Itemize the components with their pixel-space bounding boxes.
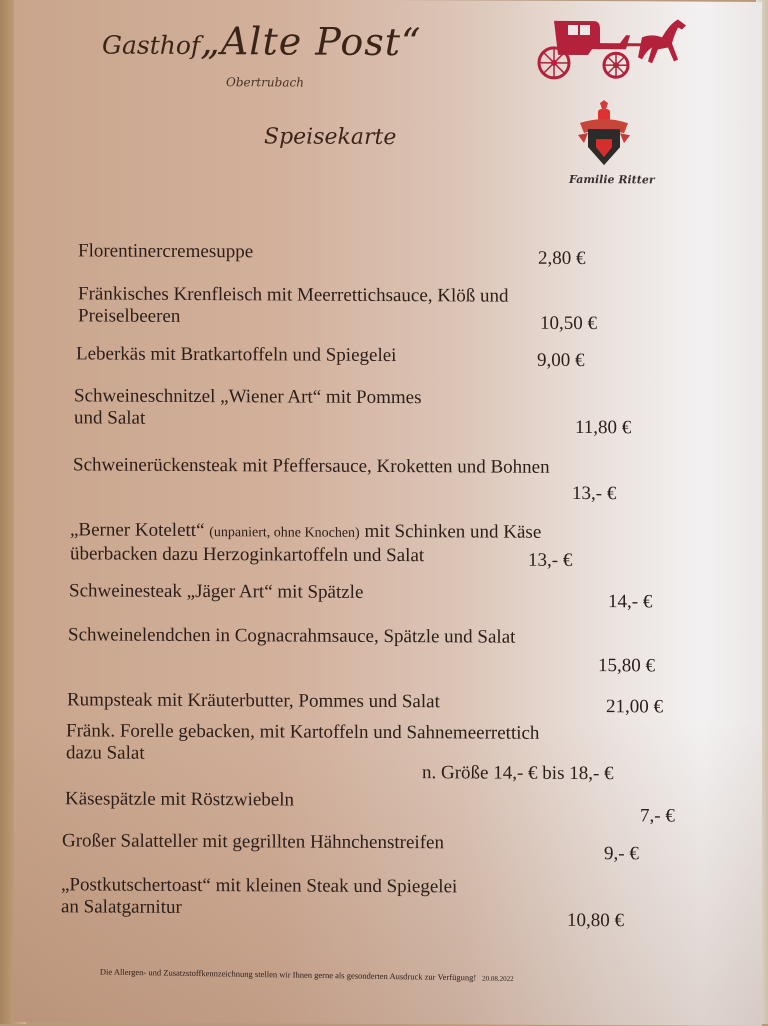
menu-item-price: 15,80 € xyxy=(598,655,655,677)
menu-item-name: Fränk. Forelle gebacken, mit Kartoffeln und Sahnemeerrettich dazu Salat xyxy=(66,720,539,766)
menu-item-price: 10,80 € xyxy=(567,910,624,932)
menu-item-price: 9,00 € xyxy=(537,350,585,372)
menu-item-name: Fränkisches Krenfleisch mit Meerrettichsauce, Klöß und Preiselbeeren xyxy=(78,283,509,329)
menu-card xyxy=(14,0,762,1026)
page-title: Speisekarte xyxy=(264,124,396,150)
print-date: 20.08.2022 xyxy=(482,974,514,982)
menu-item-name: „Postkutschertoast“ mit kleinen Steak und Spiegelei an Salatgarnitur xyxy=(61,874,457,920)
menu-item-price: 10,50 € xyxy=(540,313,597,335)
title-prefix: Gasthof xyxy=(102,31,200,61)
coat-of-arms-icon xyxy=(574,99,634,169)
menu-item-name: Schweinesteak „Jäger Art“ mit Spätzle xyxy=(69,580,363,604)
menu-item-name: Rumpsteak mit Kräuterbutter, Pommes und Salat xyxy=(67,689,440,713)
allergen-note: Die Allergen- und Zusatzstoffkennzeichnung stellen wir Ihnen gerne als gesonderten Ausdruck zur Verfügung! 20.08.2022 xyxy=(100,966,514,982)
menu-item-price: 7,- € xyxy=(640,805,675,827)
menu-item-name: Leberkäs mit Bratkartoffeln und Spiegelei xyxy=(76,343,396,367)
menu-item-name: Schweineschnitzel „Wiener Art“ mit Pommes und Salat xyxy=(74,385,421,431)
menu-item-price: 21,00 € xyxy=(606,696,663,718)
menu-item-price: 2,80 € xyxy=(538,248,586,270)
location-label: Obertrubach xyxy=(226,75,304,89)
menu-item-price: 13,- € xyxy=(528,550,572,572)
restaurant-title xyxy=(102,19,421,65)
menu-item-name: Großer Salatteller mit gegrillten Hähnchenstreifen xyxy=(62,830,444,854)
menu-item-name: „Berner Kotelett“ (unpaniert, ohne Knochen) mit Schinken und Käse überbacken dazu Herzoginkartoffeln und Salat xyxy=(70,519,541,567)
menu-item-name: Florentinercremesuppe xyxy=(78,240,253,263)
menu-item-price: 14,- € xyxy=(608,591,652,613)
menu-item-name: Schweinerückensteak mit Pfeffersauce, Kroketten und Bohnen xyxy=(73,454,550,478)
menu-item-name: Käsespätzle mit Röstzwiebeln xyxy=(65,788,294,811)
title-name: „Alte Post“ xyxy=(200,19,421,64)
menu-item-price: 9,- € xyxy=(604,843,639,865)
menu-item-price: n. Größe 14,- € bis 18,- € xyxy=(422,762,614,785)
menu-item-price: 11,80 € xyxy=(575,417,631,439)
horse-carriage-icon xyxy=(534,13,699,84)
menu-item-price: 13,- € xyxy=(572,483,616,505)
family-label: Familie Ritter xyxy=(569,173,655,186)
menu-item-name: Schweinelendchen in Cognacrahmsauce, Spätzle und Salat xyxy=(68,624,515,648)
